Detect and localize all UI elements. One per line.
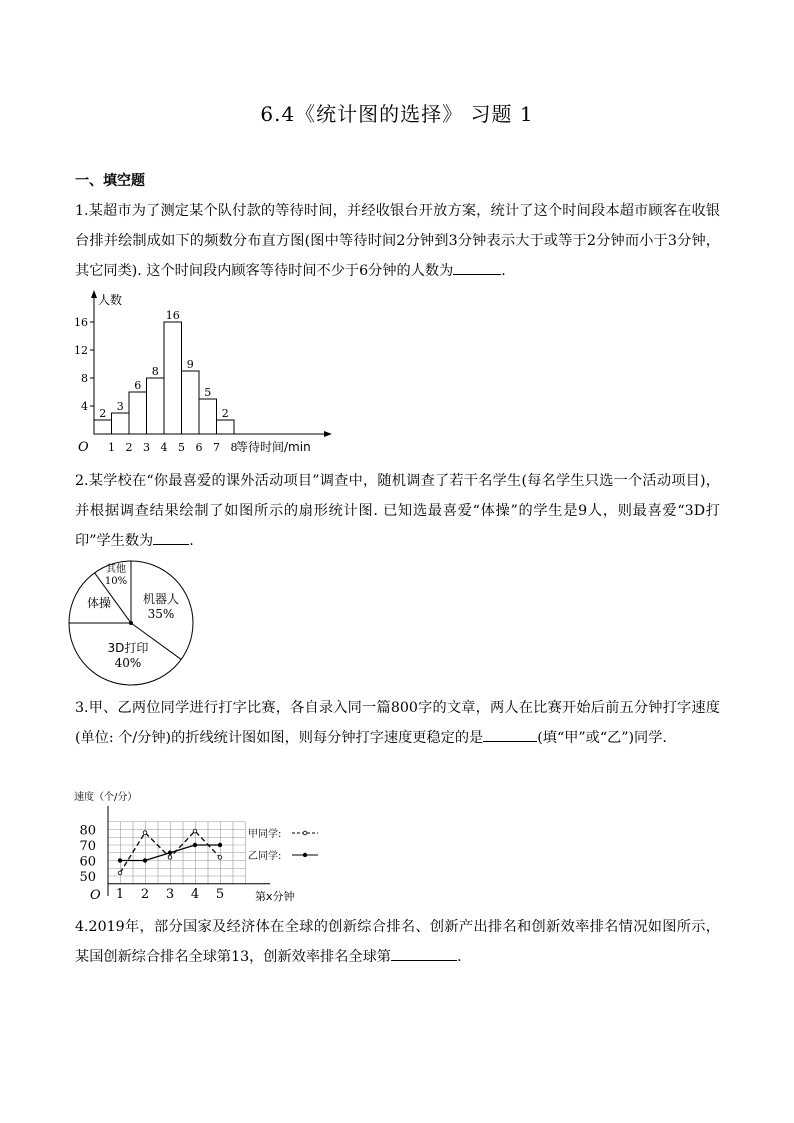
series-point xyxy=(168,851,172,855)
histogram-chart xyxy=(70,288,340,458)
x-tick-label: 1 xyxy=(108,441,115,454)
question-2 xyxy=(75,466,720,556)
pie-slice-label: 其他 xyxy=(106,564,126,575)
y-tick-label: 80 xyxy=(79,823,96,839)
answer-blank-1[interactable] xyxy=(453,256,501,275)
x-tick-label: 2 xyxy=(125,441,133,454)
x-tick-label: 4 xyxy=(160,441,168,454)
bar-value-label: 9 xyxy=(186,358,194,371)
question-3-text: 3.甲、乙两位同学进行打字比赛，各自录入同一篇800字的文章，两人在比赛开始后前五分钟打字速度(单位: 个/分钟)的折线统计图如图，则每分钟打字速度更稳定的是 xyxy=(75,700,720,746)
question-2-text: 2.某学校在“你最喜爱的课外活动项目”调查中，随机调查了若干名学生(每名学生只选一个活动项目)，并根据调查结果绘制了如图所示的扇形统计图. 已知选最喜爱“体操”的学生是9人，则最喜爱“3D打印”学生数为 xyxy=(75,473,720,549)
legend-marker xyxy=(303,853,307,857)
y-tick-label: 12 xyxy=(74,344,88,357)
bar-value-label: 6 xyxy=(134,379,142,392)
pie-slice-label: 体操 xyxy=(86,596,112,610)
y-tick-label: 60 xyxy=(79,854,96,870)
series-point xyxy=(193,843,197,847)
bar-value-label: 2 xyxy=(221,407,229,420)
page-title: 6.4《统计图的选择》 习题 1 xyxy=(260,102,534,126)
pie-chart xyxy=(66,558,196,688)
x-tick-label: 7 xyxy=(213,441,220,454)
x-axis-arrow xyxy=(324,431,332,437)
legend-label: 乙同学: xyxy=(248,851,282,862)
x-axis-label: 等待时间/min xyxy=(236,440,311,454)
histogram-bar xyxy=(217,420,235,434)
question-4-end: . xyxy=(457,949,462,965)
histogram-bar xyxy=(94,420,112,434)
series-point xyxy=(193,829,197,833)
question-1-end: . xyxy=(501,263,506,279)
section-heading: 一、填空题 xyxy=(75,173,145,189)
origin-label: O xyxy=(90,888,101,903)
series-point xyxy=(218,843,222,847)
histogram-bar xyxy=(199,399,217,434)
histogram-bar xyxy=(164,322,182,434)
bar-value-label: 16 xyxy=(165,309,180,322)
y-tick-label: 8 xyxy=(81,372,88,385)
pie-slice-label: 机器人 xyxy=(142,592,180,606)
question-3 xyxy=(75,693,720,753)
x-tick-label: 3 xyxy=(165,887,175,902)
x-tick-label: 1 xyxy=(115,887,125,902)
y-axis-label: 速度（个/分） xyxy=(74,792,138,803)
question-3-end: (填“甲”或“乙”)同学. xyxy=(537,730,667,746)
histogram-bar xyxy=(112,413,130,434)
bar-value-label: 5 xyxy=(204,386,212,399)
x-tick-label: 4 xyxy=(190,887,200,902)
x-tick-label: 5 xyxy=(178,441,185,454)
pie-slice-label: 3D打印 xyxy=(107,641,149,655)
line-chart xyxy=(70,786,330,906)
legend-marker xyxy=(303,831,307,835)
question-1-text: 1.某超市为了测定某个队付款的等待时间，并经收银台开放方案，统计了这个时间段本超市顾客在收银台排并绘制成如下的频数分布直方图(图中等待时间2分钟到3分钟表示大于或等于2分钟而小于3分钟，其它同类). 这个时间段内顾客等待时间不少于6分钟的人数为 xyxy=(75,203,720,279)
y-tick-label: 50 xyxy=(79,870,96,885)
histogram-bar xyxy=(147,378,165,434)
series-point xyxy=(168,856,172,860)
y-axis-arrow xyxy=(91,290,97,298)
y-tick-label: 4 xyxy=(81,400,88,413)
pie-slice-value: 40% xyxy=(114,656,142,670)
answer-blank-3[interactable] xyxy=(483,723,537,742)
series-point xyxy=(218,856,222,860)
answer-blank-2[interactable] xyxy=(153,526,189,545)
origin-label: O xyxy=(78,440,89,455)
x-tick-label: 2 xyxy=(140,887,150,902)
legend-label: 甲同学: xyxy=(248,829,282,840)
bar-value-label: 2 xyxy=(99,407,107,420)
question-4 xyxy=(75,912,720,972)
y-tick-label: 16 xyxy=(74,316,88,329)
bar-value-label: 3 xyxy=(116,400,124,413)
answer-blank-4[interactable] xyxy=(391,942,457,961)
series-point xyxy=(143,859,147,863)
question-4-text: 4.2019年，部分国家及经济体在全球的创新综合排名、创新产出排名和创新效率排名情况如图所示，某国创新综合排名全球第13，创新效率排名全球第 xyxy=(75,919,720,965)
y-tick-label: 70 xyxy=(79,839,96,854)
series-point xyxy=(118,871,122,875)
x-tick-label: 5 xyxy=(215,887,225,902)
bar-value-label: 8 xyxy=(151,365,159,378)
x-axis-label: 第x分钟 xyxy=(255,890,295,903)
x-tick-label: 8 xyxy=(230,441,238,454)
series-point xyxy=(118,859,122,863)
pie-slice-value: 10% xyxy=(104,576,128,587)
series-point xyxy=(143,831,147,835)
x-tick-label: 6 xyxy=(195,441,203,454)
histogram-bar xyxy=(182,371,200,434)
pie-center-dot xyxy=(129,621,133,625)
x-tick-label: 3 xyxy=(143,441,150,454)
pie-slice-value: 35% xyxy=(147,607,175,621)
question-2-end: . xyxy=(189,533,194,549)
histogram-bar xyxy=(129,392,147,434)
y-axis-label: 人数 xyxy=(98,293,123,307)
question-1 xyxy=(75,196,720,286)
